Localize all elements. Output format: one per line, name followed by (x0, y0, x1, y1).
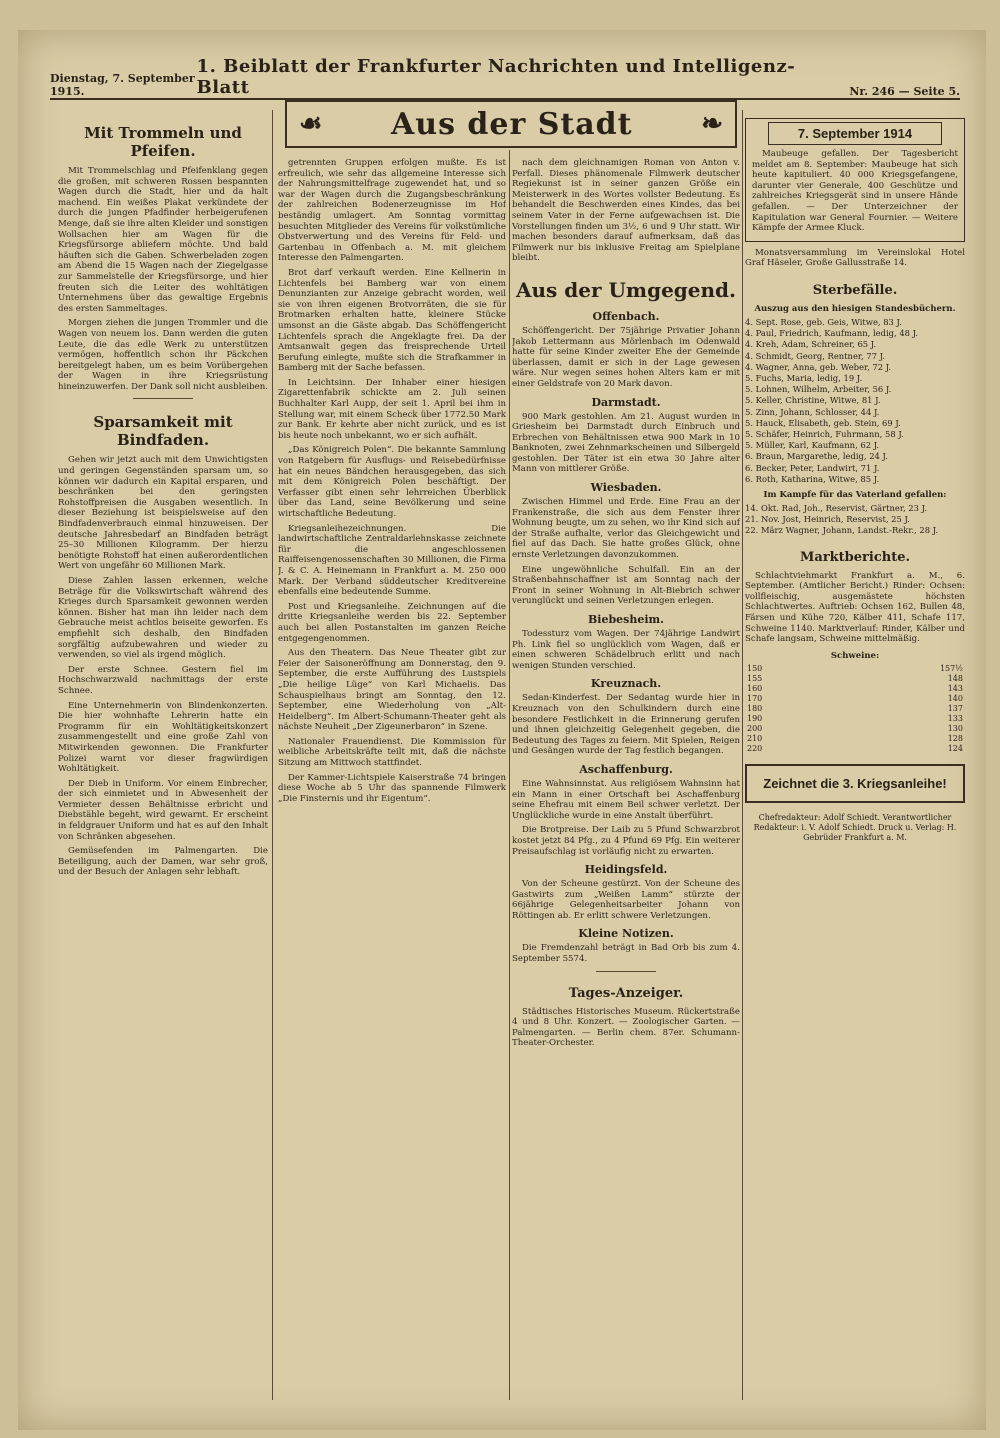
price-cell: 137 (947, 703, 963, 713)
article-paragraph: Die Brotpreise. Der Laib zu 5 Pfund Schwarzbrot kostet jetzt 84 Pfg., zu 4 Pfund 69 Pfg. Ein weiterer Preisaufschlag ist vorläufig nicht zu erwarten. (512, 825, 740, 857)
ornament-right-icon: ❧ (701, 109, 723, 139)
article-paragraph: Der erste Schnee. Gestern fiel im Hochschwarzwald nachmittags der erste Schnee. (58, 664, 268, 696)
article-paragraph: Diese Zahlen lassen erkennen, welche Beträge für die Volkswirtschaft während des Krieges durch Sparsamkeit gewonnen werden können. Bisher hat man ihn leider nach dem Gebrauche meist achtlos beiseite geworfen. Es empfiehlt sich deshalb, den Bindfaden sorgfältig aufzubewahren und wieder zu verwenden, so viel als irgend möglich. (58, 576, 268, 661)
place-heading: Kreuznach. (590, 677, 662, 691)
article-paragraph: nach dem gleichnamigen Roman von Anton v. Perfall. Dieses phänomenale Filmwerk deutscher Regiekunst ist in seiner ganzen Größe ein Meisterwerk in des Wortes vollster Bedeutung. Es behandelt die Beschwerden eines Kindes, das bei seinem Vater in der Ferne aufgewachsen ist. Die Vorstellungen finden um 3½, 6 und 9 Uhr statt. Wir machen besonders darauf aufmerksam, daß das Filmwerk nur bis inklusive Freitag am Spielplane bleibt. (512, 158, 740, 264)
article-paragraph: Brot darf verkauft werden. Eine Kellnerin in Lichtenfels bei Bamberg war von einem Denunzianten zur Anzeige gebracht worden, weil sie von ihren eigenen Brotvorräten, die sie für Brotmarken erhalten hatte, kleinere Stücke umsonst an die Gäste abgab. Das Schöffengericht Lichtenfels sprach die Angeklagte frei. Da der Amtsanwalt gegen das freisprechende Urteil Berufung einlegte, mußte sich die Strafkammer in Bamberg mit der Sache befassen. (278, 267, 506, 374)
death-entry: 5. Keller, Christine, Witwe, 81 J. (745, 395, 881, 406)
date-box-title: 7. September 1914 (768, 122, 942, 145)
price-cell: 170 (747, 693, 763, 703)
article-title: Sparsamkeit mit Bindfaden. (93, 413, 233, 450)
price-cell: 190 (747, 713, 763, 723)
page-header (50, 56, 960, 100)
column-2 (278, 158, 506, 1408)
deaths-list (745, 317, 965, 484)
section-subtitle: Im Kampfe für das Vaterland gefallen: (763, 489, 947, 500)
price-cell: 180 (747, 703, 763, 713)
price-cell: 124 (947, 743, 963, 753)
price-cell: 157½ (939, 663, 963, 673)
article-paragraph: Eine Unternehmerin von Blindenkonzerten. Die hier wohnhafte Lehrerin hatte ein Programm für ein Wohltätigkeitskonzert zusammengestellt und eine große Zahl von Mitwirkenden gewonnen. Die Frankfurter Polizei warnt vor dieser fragwürdigen Wohltätigkeit. (58, 700, 268, 775)
price-cell: 128 (947, 733, 963, 743)
death-entry: 4. Wagner, Anna, geb. Weber, 72 J. (745, 361, 892, 372)
section-title: Aus der Umgegend. (516, 277, 736, 302)
article-paragraph: Der Dieb in Uniform. Vor einem Einbrecher, der sich einmietet und in Abwesenheit der Vermieter dessen Behältnisse erbricht und Diebstähle begeht, wird gewarnt. Er erscheint in feldgrauer Uniform und hat es auf den Inhalt von Schränken abgesehen. (58, 778, 268, 842)
place-heading: Offenbach. (592, 309, 660, 323)
price-cell: 210 (747, 733, 763, 743)
article-paragraph: Der Kammer-Lichtspiele Kaiserstraße 74 bringen diese Woche ab 5 Uhr das spannende Filmwerk „Die Finsternis und ihr Eigentum“. (278, 772, 506, 804)
death-entry: 4. Sept. Rose, geb. Geis, Witwe, 83 J. (745, 316, 902, 327)
place-heading: Wiesbaden. (590, 481, 662, 495)
article-paragraph: Zwischen Himmel und Erde. Eine Frau an der Frankenstraße, die sich aus dem Fenster ihrer Wohnung beugte, um zu sehen, wo ihr Kind sich auf der Straße aufhalte, verlor das Gleichgewicht und fiel auf das Dach. Sie hatte großes Glück, ohne ernste Verletzungen davonzukommen. (512, 497, 740, 561)
death-entry: 6. Becker, Peter, Landwirt, 71 J. (745, 462, 880, 473)
header-issue: Nr. 246 — Seite 5. (849, 85, 960, 98)
death-entry: 5. Müller, Karl, Kaufmann, 62 J. (745, 440, 880, 451)
price-cell: 200 (747, 723, 763, 733)
death-entry: 4. Paul, Friedrich, Kaufmann, ledig, 48 J. (745, 328, 919, 339)
death-entry: 5. Lohnen, Wilhelm, Arbeiter, 56 J. (745, 384, 892, 395)
price-row (745, 714, 965, 724)
place-heading: Kleine Notizen. (578, 927, 674, 941)
death-entry: 5. Schäfer, Heinrich, Fuhrmann, 58 J. (745, 428, 904, 439)
article-paragraph: Gehen wir jetzt auch mit dem Unwichtigsten und geringen Gegenständen sparsam um, so können wir dadurch ein Kapital ersparen, und beschränken bei den geringsten Rohstoffpreisen die Ausgaben wesentlich. In dieser Beziehung ist beispielsweise auf den Bindfadenverbrauch einmal hinzuweisen. Der deutsche Jahresbedarf an Bindfaden beträgt 25–30 Millionen Kilogramm. Der hierzu benötigte Rohstoff hat einen außerordentlichen Wert von ungefähr 60 Millionen Mark. (58, 455, 268, 572)
price-cell: 150 (747, 663, 763, 673)
price-cell: 140 (947, 693, 963, 703)
price-row (745, 694, 965, 704)
article-paragraph: Von der Scheune gestürzt. Von der Scheune des Gastwirts zum „Weißen Lamm“ stürzte der 66jährige Gelegenheitsarbeiter Johann von Röttingen ab. Er erlitt schwere Verletzungen. (512, 879, 740, 921)
article-paragraph: getrennten Gruppen erfolgen mußte. Es ist erfreulich, wie sehr das allgemeine Interesse sich der Nahrungsmittelfrage zugewendet hat, und so war der Wagen durch die Zugangsbeschränkung der zahlreichen Bodenerzeugnisse im Hof beständig umlagert. Am Sonntag vormittag besuchten Mitglieder des Vereins für volkstümliche Obstverwertung und des Vereins für Feld- und Gartenbau in Offenbach a. M. mit gleichem Interesse den Palmengarten. (278, 158, 506, 264)
column-1 (58, 110, 268, 1410)
price-cell: 148 (947, 673, 963, 683)
price-table (745, 664, 965, 754)
death-entry: 4. Kreh, Adam, Schreiner, 65 J. (745, 339, 877, 350)
article-paragraph: Gemüsefenden im Palmengarten. Die Beteiligung, auch der Damen, war sehr groß, und der Besuch der Anlagen sehr lebhaft. (58, 846, 268, 878)
section-subtitle: Schweine: (830, 650, 880, 661)
section-banner (285, 100, 737, 148)
price-row (745, 724, 965, 734)
article-paragraph: Aus den Theatern. Das Neue Theater gibt zur Feier der Saisoneröffnung am Donnerstag, den 9. September, die erste Aufführung des Lustspiels „Die heilige Lüge“ von Karl Michaelis. Das Schauspielhaus bringt am Sonntag, den 12. September, eine Wiederholung von „Alt-Heidelberg“. Im Albert-Schumann-Theater geht als nächste Neuheit „Der Zigeunerbaron“ in Szene. (278, 648, 506, 733)
death-entry: 5. Zinn, Johann, Schlosser, 44 J. (745, 406, 880, 417)
fallen-entry: 22. März Wagner, Johann, Landst.-Rekr., 28 J. (745, 525, 939, 536)
header-date: Dienstag, 7. September 1915. (50, 72, 195, 98)
price-cell: 143 (947, 683, 963, 693)
fallen-entry: 21. Nov. Jost, Heinrich, Reservist, 25 J. (745, 514, 910, 525)
price-row (745, 674, 965, 684)
article-paragraph: Städtisches Historisches Museum. Rückertstraße 4 und 8 Uhr. Konzert. — Zoologischer Garten. — Palmengarten. — Berlin chem. 87er. Schumann-Theater-Orchester. (512, 1006, 740, 1049)
article-paragraph: Morgen ziehen die jungen Trommler und die Wagen von neuem los. Dann werden die guten Leute, die das edle Werk zu unterstützen vermögen, hoffentlich schon ihr Päckchen bereitgelegt haben, um es beim Vorübergehen der Wagen in ihre Kriegsrüstung hineinzuwerfen. Der Dank soll nicht ausbleiben. (58, 318, 268, 392)
section-title: Marktberichte. (800, 549, 910, 565)
price-cell: 160 (747, 683, 763, 693)
article-paragraph: Monatsversammlung im Vereinslokal Hotel Graf Häseler, Große Gallusstraße 14. (745, 247, 965, 269)
death-entry: 5. Hauck, Elisabeth, geb. Stein, 69 J. (745, 417, 901, 428)
death-entry: 6. Roth, Katharina, Witwe, 85 J. (745, 473, 880, 484)
place-heading: Heidingsfeld. (584, 863, 668, 877)
divider (133, 398, 193, 399)
article-paragraph: Maubeuge gefallen. Der Tagesbericht meldet am 8. September: Maubeuge hat sich heute kapituliert. 40 000 Kriegsgefangene, darunter vier Generale, 400 Geschütze und zahlreiches Kriegsgerät sind in unsere Hände gefallen. — Der Unterzeichner der Kapitulation war General Fournier. — Weitere Kämpfe der Armee Kluck. (752, 149, 958, 234)
article-paragraph: Sedan-Kinderfest. Der Sedantag wurde hier in Kreuznach von den Schulkindern durch eine besondere Festlichkeit in die Erinnerung gerufen und ihnen gleichzeitig Gelegenheit gegeben, die Bedeutung des Tages zu feiern. Mit Spielen, Reigen und Gesängen wurde der Tag festlich begangen. (512, 693, 740, 757)
section-title: Tages-Anzeiger. (568, 985, 684, 1001)
column-4 (745, 110, 965, 1410)
imprint: Chefredakteur: Adolf Schiedt. Verantwortlicher Redakteur: i. V. Adolf Schiedt. Druck u. Verlag: H. Gebrüder Frankfurt a. M. (753, 812, 957, 842)
article-paragraph: Eine ungewöhnliche Schulfall. Ein an der Straßenbahnschaffner ist am Sonntag nach der Front in seiner Wohnung in Alt-Biebrich schwer verunglückt und seinen Verletzungen erlegen. (512, 564, 740, 607)
article-paragraph: Post und Kriegsanleihe. Zeichnungen auf die dritte Kriegsanleihe werden bis 22. September auch bei allen Postanstalten im ganzen Reiche entgegengenommen. (278, 601, 506, 644)
price-row (745, 704, 965, 714)
place-heading: Biebesheim. (587, 613, 664, 626)
section-subtitle: Auszug aus den hiesigen Standesbüchern. (754, 303, 956, 314)
fallen-list (745, 503, 965, 536)
section-title: Sterbefälle. (812, 282, 898, 298)
column-rule (272, 110, 273, 1400)
article-paragraph: Die Fremdenzahl beträgt in Bad Orb bis zum 4. September 5574. (512, 943, 740, 965)
fallen-entry: 14. Okt. Rad, Joh., Reservist, Gärtner, 23 J. (745, 502, 927, 513)
price-row (745, 684, 965, 694)
article-paragraph: Schöffengericht. Der 75jährige Privatier Johann Jakob Lettermann aus Mörlenbach im Odenwald hatte für seine Kinder zweiter Ehe der Gemeinde überlassen, damit er sich in der Lage gewesen wäre. Nur wegen seines hohen Alters kam er mit einer Geldstrafe von 20 Mark davon. (512, 325, 740, 389)
column-rule (509, 150, 510, 1400)
war-loan-box: Zeichnet die 3. Kriegsanleihe! (745, 764, 965, 803)
price-cell: 130 (947, 723, 963, 733)
article-paragraph: Nationaler Frauendienst. Die Kommission für weibliche Arbeitskräfte teilt mit, daß die nächste Sitzung am Mittwoch stattfindet. (278, 736, 506, 769)
article-paragraph: Todessturz vom Wagen. Der 74jährige Landwirt Ph. Link fiel so unglücklich vom Wagen, daß er einen schweren Schädelbruch erlitt und nach wenigen Stunden verschied. (512, 629, 740, 671)
death-entry: 5. Fuchs, Maria, ledig, 19 J. (745, 372, 863, 383)
article-paragraph: Mit Trommelschlag und Pfeifenklang gegen die großen, mit schweren Rossen bespannten Wagen durch die Stadt, hier und da halt machend. Ein weißes Plakat verkündete der durch die jungen Pfadfinder herbeigerufenen Menge, daß sie ihre alten Kleider und sonstigen Wollsachen hier am Wagen für die Kriegsfürsorge abliefern möchte. Und bald häuften sich die Gaben. Schwerbeladen zogen am Abend die 15 Wagen nach der Ziegelgasse zur Sammelstelle der Kriegsfürsorge, und hier freuten sich die Leiter des wohltätigen Unternehmens über das gewaltige Ergebnis des ersten Sammeltages. (58, 166, 268, 314)
place-heading: Darmstadt. (591, 395, 661, 409)
price-row (745, 744, 965, 754)
column-3 (512, 158, 740, 1408)
price-cell: 220 (747, 743, 763, 753)
article-paragraph: 900 Mark gestohlen. Am 21. August wurden in Griesheim bei Darmstadt durch Einbruch und Erbrechen von Behältnissen etwa 900 Mark in 10 Banknoten, zwei Zehnmarkscheinen und Silbergeld gestohlen. Der Täter ist ein etwa 30 Jahre alter Mann von mittlerer Größe. (512, 411, 740, 475)
column-rule (742, 110, 743, 1400)
article-title: Mit Trommeln und Pfeifen. (84, 124, 242, 160)
article-paragraph: In Leichtsinn. Der Inhaber einer hiesigen Zigarettenfabrik schickte am 2. Juli seinen Buchhalter Karl Aupp, der seit 1. April bei ihm in Stellung war, mit einem Scheck über 1772.50 Mark zur Bank. Er kehrte aber nicht zurück, und es ist bis heute noch unbekannt, wo er sich aufhält. (278, 377, 506, 441)
death-entry: 4. Schmidt, Georg, Rentner, 77 J. (745, 350, 885, 361)
article-paragraph: Kriegsanleihezeichnungen. Die landwirtschaftliche Zentraldarlehnskasse zeichnete für die angeschlossenen Raiffeisengenossenschaften 30 Millionen, die Firma J. & C. A. Heinemann in Frankfurt a. M. 250 000 Mark. Der Verband süddeutscher Kreditvereine ebenfalls eine bedeutende Summe. (278, 523, 506, 598)
ornament-left-icon: ☙ (299, 109, 323, 139)
price-row (745, 734, 965, 744)
article-paragraph: Schlachtviehmarkt Frankfurt a. M., 6. September. (Amtlicher Bericht.) Rinder: Ochsen: vollfleischig, ausgemästete höchsten Schlachtwertes. Auftrieb: Ochsen 162, Bullen 48, Färsen und Kühe 720, Kälber 411, Schafe 117, Schweine 1140. Marktverlauf: Rinder, Kälber und Schafe langsam, Schweine mittelmäßig. (745, 570, 965, 645)
header-title: 1. Beiblatt der Frankfurter Nachrichten und Intelligenz-Blatt (196, 56, 796, 98)
date-box (745, 118, 965, 242)
article-paragraph: „Das Königreich Polen“. Die bekannte Sammlung von Ratgebern für Ausflugs- und Reisebedürfnisse hat ein neues Bändchen herausgegeben, das sich mit dem Königreich Polen beschäftigt. Der Verfasser gibt einen sehr lehrreichen Überblick über das Land, seine Bevölkerung und seine wirtschaftliche Bedeutung. (278, 445, 506, 519)
price-cell: 155 (747, 673, 763, 683)
price-row (745, 664, 965, 674)
death-entry: 6. Braun, Margarethe, ledig, 24 J. (745, 451, 888, 462)
place-heading: Aschaffenburg. (579, 762, 673, 776)
article-paragraph: Eine Wahnsinnstat. Aus religiösem Wahnsinn hat ein Mann in einer Ortschaft bei Aschaffenburg seine Ehefrau mit einem Beil schwer verletzt. Der Unglückliche wurde in eine Anstalt überführt. (512, 778, 740, 821)
section-title: Aus der Stadt (390, 106, 633, 142)
price-cell: 133 (947, 713, 963, 723)
divider (596, 971, 656, 972)
